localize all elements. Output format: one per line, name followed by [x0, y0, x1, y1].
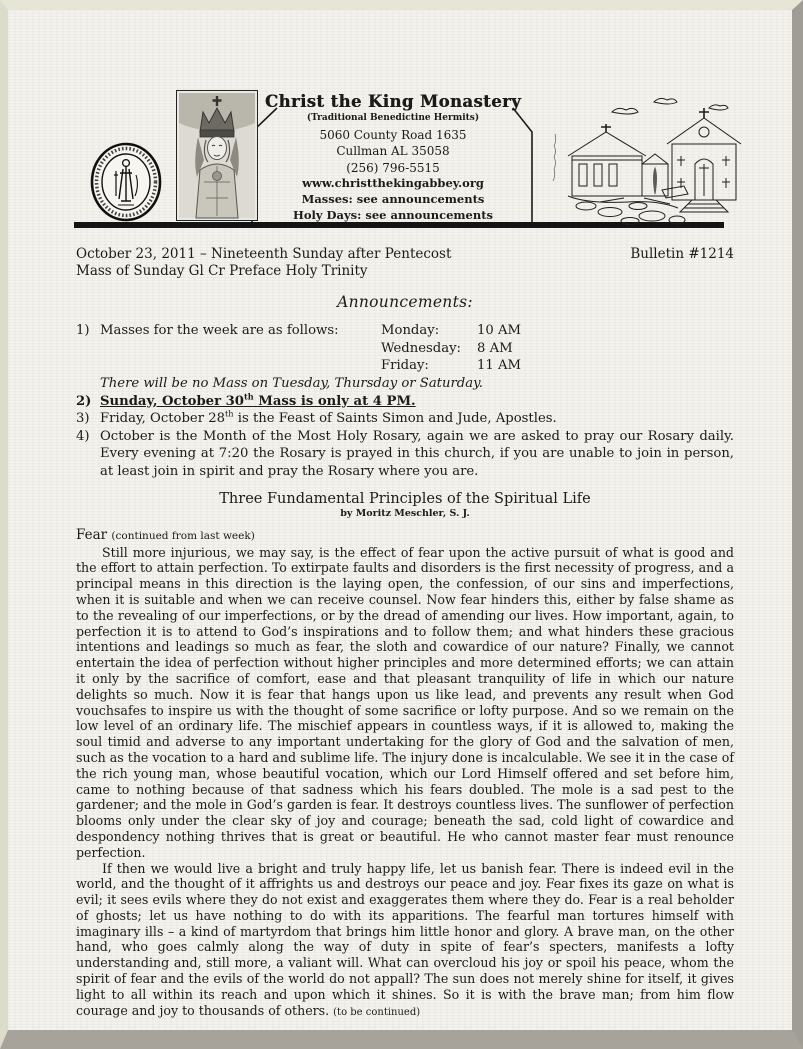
issue-date-line: October 23, 2011 – Nineteenth Sunday after Pentecost — [76, 246, 452, 262]
schedule-day: Monday: — [381, 323, 440, 338]
phone-number: (256) 796-5515 — [346, 160, 440, 175]
item-text: October is the Month of the Most Holy Rosary, again we are asked to pray our Rosary daily. Every evening at 7:20 the Rosary is prayed in this church, if you are unable to join in person, at least join in spirit and pray the Rosary where you are. — [100, 428, 734, 479]
article-section-label — [76, 527, 734, 543]
schedule-day: Wednesday: — [381, 340, 461, 356]
schedule-row — [381, 340, 521, 358]
issue-row — [76, 246, 734, 263]
section-label: Fear — [76, 526, 108, 543]
address-block — [262, 94, 524, 225]
bulletin-content — [8, 246, 792, 1020]
bulletin-number: Bulletin #1214 — [630, 246, 734, 262]
mass-of-day-line: Mass of Sunday Gl Cr Preface Holy Trinity — [76, 263, 368, 279]
item-number: 4) — [76, 428, 90, 444]
website-url: www.christthekingabbey.org — [302, 176, 484, 190]
announcements-list — [76, 322, 734, 481]
section-continued-note: (continued from last week) — [111, 529, 255, 542]
benedictine-seal-image — [88, 141, 164, 223]
mass-schedule — [381, 322, 521, 375]
item-text: Sunday, October 30th Mass is only at 4 PM. — [100, 391, 416, 409]
monastery-name: Christ the King Monastery — [264, 92, 522, 111]
item-text: Friday, October 28th is the Feast of Saints Simon and Jude, Apostles. — [100, 408, 557, 427]
article-paragraph-1: Still more injurious, we may say, is the effect of fear upon the active pursuit of what is good and the effort to attain perfection. To extirpate faults and disorders is the first necessity of progress, and a principal means in this direction is the laying open, the confession, of our sins and imperfections, when it is suitable and when we can receive counsel. Now fear hinders this, either by false shame as to the revealing of our imperfections, or by the dread of amending our lives. How important, again, to perfection it is to attend to God’s inspirations and to follow them; and what hinders these gracious intentions and leadings so much as fear, the sloth and cowardice of our nature? Finally, we cannot entertain the idea of perfection without higher principles and more determined efforts; we can attain it only by the sacrifice of comfort, ease and that pleasant tranquility of life in which our nature delights so much. Now it is fear that hangs upon us like lead, and prevents any result when God vouchsafes to inspire us with the thought of some sacrifice or lofty purpose. And so we remain on the low level of an ordinary life. The mischief appears in countless ways, if it is allowed to, making the soul timid and adverse to any important undertaking for the glory of God and the salvation of men, such as the vocation to a hard and sublime life. The injury done is incalculable. We see it in the case of the rich young man, whose beautiful vocation, which our Lord Himself offered and set before him, came to nothing because of that sadness which his fears doubled. The mole is a sad pest to the gardener; and the mole in God’s garden is fear. It destroys countless lives. The sunflower of perfection blooms only under the clear sky of joy and courage; beneath the sad, cold light of cowardice and despondency nothing thrives that is great or beautiful. He who cannot master fear must renounce perfection. — [76, 544, 734, 860]
announcement-item-2 — [76, 393, 734, 411]
announcements-heading: Announcements: — [337, 293, 473, 311]
schedule-time: 10 AM — [477, 323, 521, 338]
monastery-drawing-image — [534, 94, 748, 228]
item-number: 3) — [76, 411, 90, 427]
item-text: Masses for the week are as follows: — [100, 323, 339, 338]
article-byline: by Moritz Meschler, S. J. — [340, 507, 470, 519]
no-mass-note: There will be no Mass on Tuesday, Thursday or Saturday. — [100, 376, 483, 391]
schedule-row — [381, 357, 521, 375]
article-title: Three Fundamental Principles of the Spiritual Life — [219, 490, 591, 507]
item-number: 1) — [76, 323, 90, 338]
masthead — [8, 10, 792, 246]
schedule-row — [381, 322, 521, 340]
madonna-image — [176, 90, 258, 221]
announcement-item-4 — [76, 428, 734, 481]
schedule-time: 8 AM — [477, 340, 513, 356]
address-line-2: Cullman AL 35058 — [336, 144, 450, 158]
announcement-item-3 — [76, 410, 734, 428]
paper — [8, 10, 792, 1030]
schedule-day: Friday: — [381, 358, 429, 374]
schedule-time: 11 AM — [477, 358, 521, 374]
announcement-item-1 — [76, 322, 734, 375]
to-be-continued-note: (to be continued) — [333, 1006, 421, 1018]
article-paragraph-2: If then we would live a bright and truly happy life, let us banish fear. There is indeed evil in the world, and the thought of it affrights us and destroys our peace and joy. Fear fixes its gaze on what is evil; it sees evils where they do not exist and exaggerates them where they do. Fear is a real beholder of ghosts; let us have nothing to do with its apparitions. The fearful man tortures himself with imaginary ills – a kind of martyrdom that brings him little honor and glory. A brave man, on the other hand, who goes calmly along the way of duty in spite of fear’s specters, manifests a lofty understanding and, still more, a valiant will. What can overcloud his joy or spoil his peace, whom the spirit of fear and the evils of the world do not appall? The sun does not merely shine for itself, it gives light to all within its reach and upon which it shines. So it is with the brave man; from him flow courage and joy to thousands of others. (to be continued) — [76, 860, 734, 1018]
masses-note: Masses: see announcements — [301, 192, 485, 206]
address-line-1: 5060 County Road 1635 — [319, 127, 467, 142]
item-number: 2) — [76, 393, 92, 409]
monastery-subtitle: (Traditional Benedictine Hermits) — [306, 112, 480, 123]
holy-days-note: Holy Days: see announcements — [292, 207, 494, 222]
